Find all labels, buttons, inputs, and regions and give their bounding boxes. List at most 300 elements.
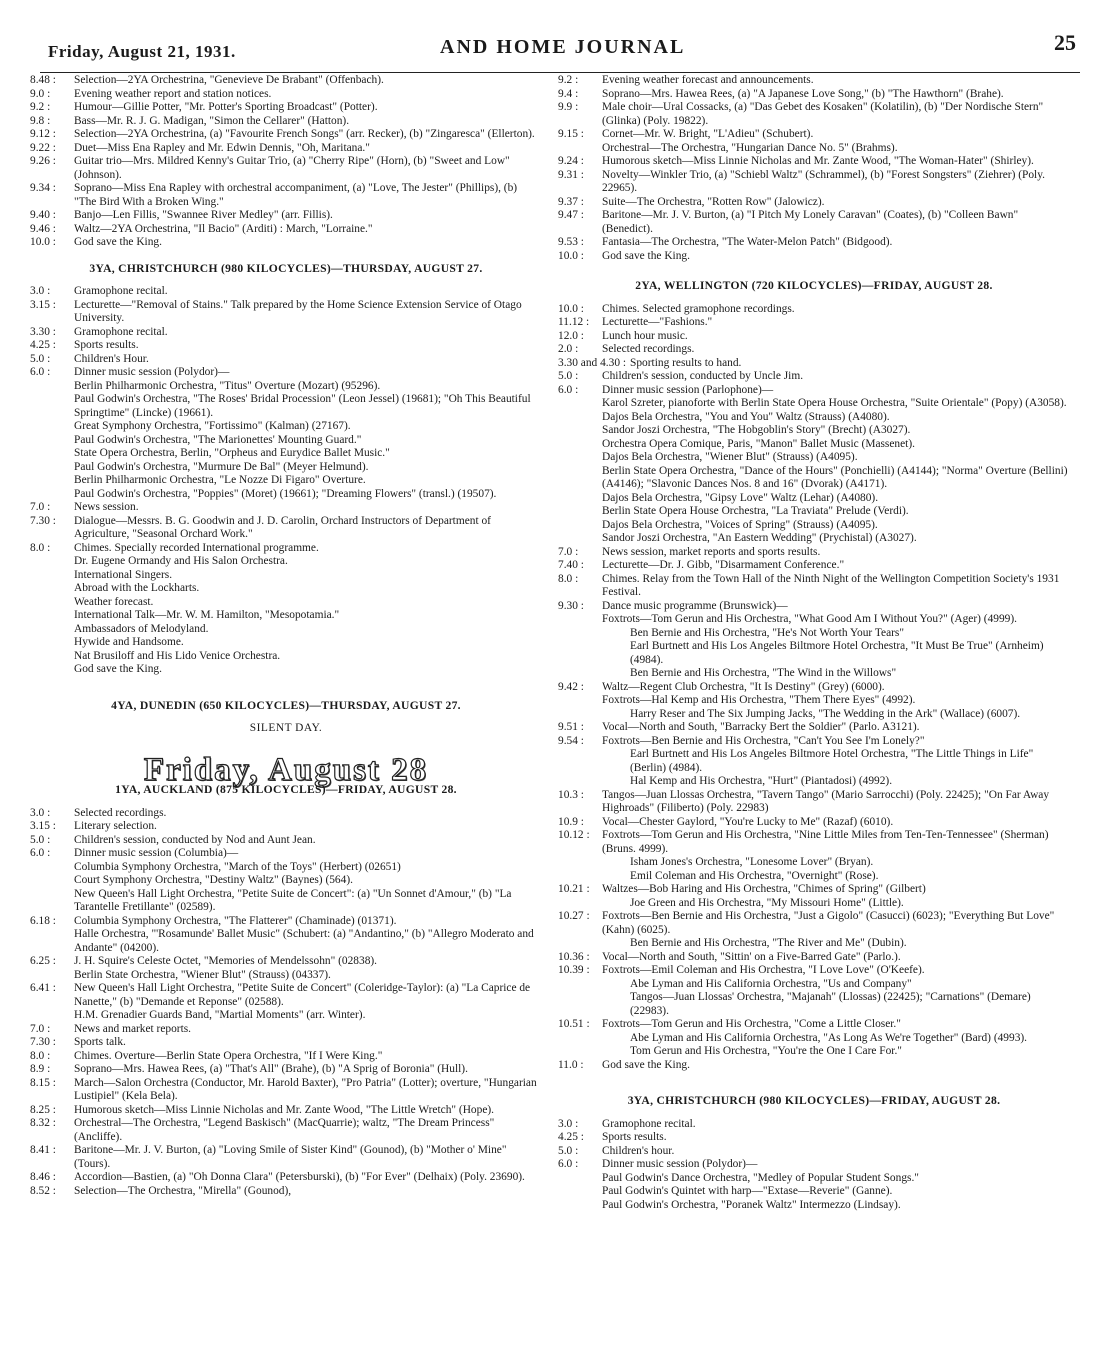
program-entry bbox=[30, 101, 542, 115]
entry-description: God save the King. bbox=[602, 1058, 690, 1071]
entry-time: 4.25 : bbox=[30, 339, 56, 351]
journal-title: AND HOME JOURNAL bbox=[440, 36, 686, 58]
program-entry bbox=[558, 236, 1070, 250]
entry-time: 6.0 : bbox=[558, 1158, 579, 1170]
entry-time: 9.2 : bbox=[558, 74, 579, 86]
program-sub-entry: Ambassadors of Melodyland. bbox=[74, 622, 209, 635]
entry-description: New Queen's Hall Light Orchestra, "Petite Suite de Concert" (Coleridge-Taylor): (a) "La Caprice de Nanette," (b) "Demande et Reponse" (02588). bbox=[74, 982, 531, 1008]
entry-description: Vocal—North and South, "Sittin' on a Five-Barred Gate" (Parlo.). bbox=[602, 950, 901, 963]
entry-description: Novelty—Winkler Trio, (a) "Schiebl Waltz" (Schrammel), (b) "Forest Songsters" (Ziehrer) (Poly. 22965). bbox=[602, 168, 1046, 194]
entry-description: Accordion—Bastien, (a) "Oh Donna Clara" (Petersburski), (b) "For Ever" (Delhaix) (Poly. 23690). bbox=[74, 1171, 525, 1183]
program-list bbox=[30, 501, 542, 555]
entry-time: 8.46 : bbox=[30, 1171, 56, 1183]
program-entry bbox=[558, 142, 1070, 156]
section-heading: 4YA, DUNEDIN (650 KILOCYCLES)—THURSDAY, AUGUST 27. bbox=[111, 698, 461, 712]
program-entry bbox=[558, 694, 1070, 708]
program-sub-entry: Paul Godwin's Orchestra, "The Roses' Bridal Procession" (Leon Jessel) (19681); "Oh This Beautiful Springtime" (Lincke) (19661). bbox=[74, 393, 531, 419]
program-entry bbox=[558, 883, 1070, 897]
program-entry bbox=[30, 155, 542, 182]
entry-description: Suite—The Orchestra, "Rotten Row" (Jalowicz). bbox=[602, 195, 825, 208]
entry-description: Baritone—Mr. J. V. Burton, (a) "I Pitch My Lonely Caravan" (Coates), (b) "Colleen Bawn" (Benedict). bbox=[602, 209, 1019, 235]
entry-description: Sporting results to hand. bbox=[630, 356, 742, 369]
entry-description: Dance music programme (Brunswick)— bbox=[602, 599, 788, 612]
program-entry bbox=[558, 1118, 1070, 1132]
program-list bbox=[30, 555, 542, 677]
program-sub-entry: New Queen's Hall Light Orchestra, "Petite Suite de Concert": (a) "Un Sonnet d'Amour," (b) "La Tarantelle Fretillante" (02589). bbox=[74, 887, 512, 913]
entry-time bbox=[558, 613, 602, 627]
entry-description: Selected recordings. bbox=[74, 806, 167, 819]
entry-time: 3.0 : bbox=[30, 285, 51, 297]
program-sub-entry: Weather forecast. bbox=[74, 595, 154, 608]
program-entry bbox=[30, 88, 542, 102]
program-entry bbox=[558, 829, 1070, 856]
program-sub-entry: Isham Jones's Orchestra, "Lonesome Lover" (Bryan). bbox=[630, 856, 874, 868]
entry-description: Guitar trio—Mrs. Mildred Kenny's Guitar Trio, (a) "Cherry Ripe" (Horn), (b) "Sweet and Low" (Johnson). bbox=[74, 155, 510, 181]
program-list bbox=[558, 74, 1070, 263]
entry-time: 10.0 : bbox=[30, 236, 56, 248]
program-entry bbox=[30, 209, 542, 223]
program-entry bbox=[30, 542, 542, 556]
section-heading: 2YA, WELLINGTON (720 KILOCYCLES)—FRIDAY, AUGUST 28. bbox=[635, 279, 993, 292]
entry-description: Foxtrots—Tom Gerun and His Orchestra, "Come a Little Closer." bbox=[602, 1018, 901, 1030]
entry-description: God save the King. bbox=[602, 249, 690, 262]
program-entry bbox=[558, 735, 1070, 749]
program-entry bbox=[30, 915, 542, 929]
entry-time: 7.30 : bbox=[30, 1036, 56, 1048]
entry-description: Children's session, conducted by Nod and Aunt Jean. bbox=[74, 833, 316, 846]
program-entry bbox=[558, 1158, 1070, 1172]
program-entry bbox=[558, 613, 1070, 627]
entry-time: 9.37 : bbox=[558, 195, 584, 208]
entry-description: March—Salon Orchestra (Conductor, Mr. Harold Baxter), "Pro Patria" (Lotter); overture, "Hungarian Lustipiel" (Kela Bela). bbox=[74, 1076, 537, 1102]
program-entry bbox=[30, 128, 542, 142]
program-list bbox=[558, 748, 1070, 789]
entry-description: Tangos—Juan Llossas Orchestra, "Tavern Tango" (Mario Sarrocchi) (Poly. 22425); "On Far Away Highroads" (Filiberto) (Poly. 22983) bbox=[602, 788, 1050, 814]
entry-time: 8.25 : bbox=[30, 1103, 56, 1116]
program-entry bbox=[558, 964, 1070, 978]
entry-time: 10.0 : bbox=[558, 302, 584, 315]
entry-description: Foxtrots—Ben Bernie and His Orchestra, "Can't You See I'm Lonely?" bbox=[602, 734, 925, 747]
entry-description: Lecturette—"Fashions." bbox=[602, 316, 713, 328]
program-sub-entry: Dajos Bela Orchestra, "You and You" Waltz (Strauss) (A4080). bbox=[602, 410, 890, 423]
section-heading: 1YA, AUCKLAND (875 KILOCYCLES)—FRIDAY, AUGUST 28. bbox=[115, 783, 457, 796]
entry-description: Sports results. bbox=[74, 339, 139, 351]
entry-time: 9.51 : bbox=[558, 721, 584, 733]
program-sub-entry: Emil Coleman and His Orchestra, "Overnight" (Rose). bbox=[630, 869, 879, 882]
entry-description: Dinner music session (Parlophone)— bbox=[602, 383, 774, 396]
program-entry bbox=[30, 515, 542, 542]
entry-time bbox=[30, 1009, 74, 1023]
entry-description: Gramophone recital. bbox=[602, 1117, 696, 1130]
entry-description: Halle Orchestra, "'Rosamunde' Ballet Music" (Schubert: (a) "Andantino," (b) "Allegro Moderato and Andante" (04200). bbox=[74, 928, 534, 954]
silent-day-note: SILENT DAY. bbox=[249, 722, 323, 734]
program-entry bbox=[558, 343, 1070, 357]
program-sub-entry: Joe Green and His Orchestra, "My Missouri Home" (Little). bbox=[630, 896, 904, 909]
program-entry bbox=[30, 1144, 542, 1171]
entry-description: Lecturette—Dr. J. Gibb, "Disarmament Conference." bbox=[602, 559, 845, 571]
entry-time: 8.0 : bbox=[558, 572, 579, 585]
entry-time: 3.30 : bbox=[30, 325, 56, 338]
entry-time bbox=[558, 142, 602, 156]
program-list bbox=[558, 978, 1070, 1019]
entry-time bbox=[30, 928, 74, 955]
entry-description: Waltz—2YA Orchestrina, "Il Bacio" (Arditi) : March, "Lorraine." bbox=[74, 222, 373, 235]
entry-time: 10.36 : bbox=[558, 950, 590, 963]
program-entry bbox=[30, 1009, 542, 1023]
program-entry bbox=[558, 789, 1070, 816]
right-column bbox=[558, 74, 1070, 1212]
entry-description: Chimes. Relay from the Town Hall of the Ninth Night of the Wellington Competition Society's 1931 Festival. bbox=[602, 572, 1060, 598]
entry-description: Baritone—Mr. J. V. Burton, (a) "Loving Smile of Sister Kind" (Gounod), (b) "Mother o' Mine" (Tours). bbox=[74, 1144, 507, 1170]
program-list bbox=[558, 1172, 1070, 1213]
entry-description: Lecturette—"Removal of Stains." Talk prepared by the Home Science Extension Service of Otago University. bbox=[74, 298, 522, 324]
program-entry bbox=[30, 501, 542, 515]
program-list bbox=[558, 1032, 1070, 1059]
entry-description: Selection—2YA Orchestrina, (a) "Favourite French Songs" (arr. Recker), (b) "Zingaresca" (Ellerton). bbox=[74, 128, 535, 140]
entry-description: Children's hour. bbox=[602, 1144, 675, 1157]
program-list bbox=[558, 708, 1070, 722]
entry-time: 9.24 : bbox=[558, 155, 584, 167]
program-entry bbox=[558, 357, 1070, 371]
entry-description: Dialogue—Messrs. B. G. Goodwin and J. D. Carolin, Orchard Instructors of Department of Agriculture, "Seasonal Orchard Work." bbox=[74, 514, 491, 540]
program-entry bbox=[30, 1063, 542, 1077]
program-entry bbox=[30, 1050, 542, 1064]
entry-time: 2.0 : bbox=[558, 343, 579, 355]
entry-description: Berlin State Orchestra, "Wiener Blut" (Strauss) (04337). bbox=[74, 968, 331, 981]
program-entry bbox=[30, 1023, 542, 1037]
entry-description: Orchestral—The Orchestra, "Hungarian Dance No. 5" (Brahms). bbox=[602, 141, 898, 154]
entry-description: Children's session, conducted by Uncle Jim. bbox=[602, 370, 804, 382]
entry-time: 9.30 : bbox=[558, 599, 584, 612]
program-sub-entry: Karol Szreter, pianoforte with Berlin State Opera House Orchestra, "Suite Orientale" (Popy) (A3058). bbox=[602, 397, 1067, 409]
entry-time: 6.41 : bbox=[30, 982, 56, 994]
entry-description: Dinner music session (Polydor)— bbox=[602, 1158, 758, 1170]
entry-time: 9.15 : bbox=[558, 128, 584, 140]
entry-description: Orchestral—The Orchestra, "Legend Baskisch" (MacQuarrie); waltz, "The Dream Princess" (Ancliffe). bbox=[74, 1117, 495, 1143]
entry-time: 5.0 : bbox=[30, 352, 51, 365]
entry-description: Bass—Mr. R. J. G. Madigan, "Simon the Cellarer" (Hatton). bbox=[74, 114, 350, 127]
program-entry bbox=[30, 74, 542, 88]
section-heading: 3YA, CHRISTCHURCH (980 KILOCYCLES)—FRIDAY, AUGUST 28. bbox=[627, 1094, 1001, 1107]
program-entry bbox=[558, 250, 1070, 264]
program-sub-entry: Tom Gerun and His Orchestra, "You're the One I Care For." bbox=[630, 1045, 902, 1057]
program-list bbox=[30, 380, 542, 502]
entry-description: Chimes. Overture—Berlin State Opera Orchestra, "If I Were King." bbox=[74, 1049, 383, 1062]
program-entry bbox=[558, 1018, 1070, 1032]
program-list bbox=[30, 285, 542, 380]
entry-description: Columbia Symphony Orchestra, "The Flatterer" (Chaminade) (01371). bbox=[74, 914, 397, 927]
entry-description: Sports talk. bbox=[74, 1036, 126, 1048]
program-list bbox=[558, 721, 1070, 748]
program-list bbox=[558, 897, 1070, 911]
program-sub-entry: International Talk—Mr. W. M. Hamilton, "Mesopotamia." bbox=[74, 609, 340, 621]
program-sub-entry: Abroad with the Lockharts. bbox=[74, 582, 200, 594]
entry-time: 9.8 : bbox=[30, 114, 51, 127]
program-list bbox=[558, 910, 1070, 937]
program-entry bbox=[558, 1145, 1070, 1159]
program-entry bbox=[30, 366, 542, 380]
program-list bbox=[30, 74, 542, 250]
program-sub-entry: State Opera Orchestra, Berlin, "Orpheus and Eurydice Ballet Music." bbox=[74, 447, 390, 459]
entry-description: Banjo—Len Fillis, "Swannee River Medley" (arr. Fillis). bbox=[74, 209, 333, 221]
entry-time: 8.32 : bbox=[30, 1117, 56, 1129]
entry-time: 8.41 : bbox=[30, 1144, 56, 1156]
entry-description: Sports results. bbox=[602, 1131, 667, 1143]
program-entry bbox=[30, 969, 542, 983]
entry-time: 9.46 : bbox=[30, 222, 56, 235]
program-sub-entry: Berlin State Opera Orchestra, "Dance of the Hours" (Ponchielli) (A4144); "Norma" Overture (Bellini) (A4146); "Slavonic Dances Nos. 8 and 16" (Dvorak) (A4171). bbox=[602, 464, 1068, 490]
entry-time: 6.0 : bbox=[30, 847, 51, 859]
program-entry bbox=[558, 330, 1070, 344]
entry-time: 6.25 : bbox=[30, 955, 56, 967]
program-sub-entry: Dr. Eugene Ormandy and His Salon Orchestra. bbox=[74, 555, 288, 567]
program-sub-entry: Great Symphony Orchestra, "Fortissimo" (Kalman) (27167). bbox=[74, 420, 351, 432]
program-entry bbox=[558, 559, 1070, 573]
program-sub-entry: Berlin State Opera House Orchestra, "La Traviata" Prelude (Verdi). bbox=[602, 505, 909, 517]
program-entry bbox=[558, 209, 1070, 236]
entry-time: 10.27 : bbox=[558, 910, 590, 922]
program-entry bbox=[30, 1077, 542, 1104]
program-list bbox=[558, 397, 1070, 546]
program-entry bbox=[558, 128, 1070, 142]
program-sub-entry: Abe Lyman and His California Orchestra, "Us and Company" bbox=[630, 977, 912, 990]
entry-time: 9.31 : bbox=[558, 168, 584, 181]
program-list bbox=[558, 1118, 1070, 1172]
entry-description: Soprano—Mrs. Hawea Rees, (a) "That's All" (Brahe), (b) "A Sprig of Boronia" (Hull). bbox=[74, 1063, 468, 1075]
program-list bbox=[558, 789, 1070, 857]
entry-description: Evening weather forecast and announcements. bbox=[602, 74, 814, 86]
program-entry bbox=[558, 816, 1070, 830]
program-sub-entry: Ben Bernie and His Orchestra, "The Wind in the Willows" bbox=[630, 667, 897, 679]
program-list bbox=[558, 1059, 1070, 1073]
page-header bbox=[40, 30, 1080, 73]
program-entry bbox=[30, 326, 542, 340]
program-entry bbox=[558, 910, 1070, 937]
entry-time: 10.0 : bbox=[558, 249, 584, 262]
program-entry bbox=[558, 316, 1070, 330]
entry-description: Duet—Miss Ena Rapley and Mr. Edwin Dennis, "Oh, Maritana." bbox=[74, 141, 370, 154]
entry-time: 5.0 : bbox=[558, 370, 579, 382]
program-entry bbox=[558, 155, 1070, 169]
program-sub-entry: God save the King. bbox=[74, 663, 162, 675]
program-sub-entry: Paul Godwin's Quintet with harp—"Extase—Reverie" (Ganne). bbox=[602, 1185, 893, 1197]
entry-time: 7.0 : bbox=[30, 1022, 51, 1035]
entry-time: 9.12 : bbox=[30, 128, 56, 140]
entry-time: 10.3 : bbox=[558, 788, 584, 801]
entry-time: 10.21 : bbox=[558, 883, 590, 895]
entry-time: 9.9 : bbox=[558, 101, 579, 113]
program-sub-entry: Paul Godwin's Orchestra, "Poranek Waltz" Intermezzo (Lindsay). bbox=[602, 1198, 901, 1211]
entry-description: News session. bbox=[74, 501, 139, 513]
program-entry bbox=[30, 142, 542, 156]
entry-time: 9.40 : bbox=[30, 209, 56, 221]
entry-time: 11.12 : bbox=[558, 316, 590, 328]
program-sub-entry: Dajos Bela Orchestra, "Gipsy Love" Waltz (Lehar) (A4080). bbox=[602, 491, 879, 504]
entry-description: Foxtrots—Tom Gerun and His Orchestra, "What Good Am I Without You?" (Ager) (4999). bbox=[602, 613, 1017, 625]
program-sub-entry: International Singers. bbox=[74, 568, 173, 581]
program-sub-entry: Sandor Joszi Orchestra, "An Eastern Wedding" (Prychistal) (A3027). bbox=[602, 532, 917, 544]
entry-time: 6.18 : bbox=[30, 914, 56, 927]
program-list bbox=[558, 303, 1070, 398]
entry-time: 9.22 : bbox=[30, 141, 56, 154]
entry-time: 3.30 and 4.30 : bbox=[558, 356, 627, 369]
entry-time bbox=[30, 969, 74, 983]
entry-time: 8.48 : bbox=[30, 74, 56, 86]
entry-time: 3.15 : bbox=[30, 820, 56, 832]
entry-time: 7.40 : bbox=[558, 559, 584, 571]
program-list bbox=[30, 915, 542, 1199]
left-column bbox=[30, 74, 542, 1198]
program-entry bbox=[30, 807, 542, 821]
entry-time: 8.52 : bbox=[30, 1184, 56, 1197]
program-entry bbox=[30, 982, 542, 1009]
entry-time: 7.0 : bbox=[558, 545, 579, 558]
entry-description: Cornet—Mr. W. Bright, "L'Adieu" (Schubert). bbox=[602, 128, 814, 140]
program-entry bbox=[30, 236, 542, 250]
program-entry bbox=[558, 370, 1070, 384]
program-list bbox=[30, 861, 542, 915]
entry-description: God save the King. bbox=[74, 236, 162, 248]
entry-time: 12.0 : bbox=[558, 329, 584, 342]
entry-time: 9.54 : bbox=[558, 734, 584, 747]
entry-description: J. H. Squire's Celeste Octet, "Memories of Mendelssohn" (02838). bbox=[74, 955, 378, 967]
entry-time: 9.0 : bbox=[30, 87, 51, 100]
program-sub-entry: Nat Brusiloff and His Lido Venice Orchestra. bbox=[74, 649, 281, 662]
program-sub-entry: Hal Kemp and His Orchestra, "Hurt" (Piantadosi) (4992). bbox=[630, 775, 893, 787]
entry-description: Foxtrots—Hal Kemp and His Orchestra, "Them There Eyes" (4992). bbox=[602, 694, 916, 706]
section-heading: 3YA, CHRISTCHURCH (980 KILOCYCLES)—THURSDAY, AUGUST 27. bbox=[89, 261, 483, 275]
program-sub-entry: Dajos Bela Orchestra, "Wiener Blut" (Strauss) (A4095). bbox=[602, 451, 858, 463]
issue-date: Friday, August 21, 1931. bbox=[48, 42, 236, 61]
program-list bbox=[558, 856, 1070, 883]
program-sub-entry: Ben Bernie and His Orchestra, "The River and Me" (Dubin). bbox=[630, 937, 907, 949]
entry-description: News and market reports. bbox=[74, 1022, 192, 1035]
entry-time: 10.39 : bbox=[558, 964, 590, 976]
entry-description: Gramophone recital. bbox=[74, 325, 168, 338]
program-sub-entry: Abe Lyman and His California Orchestra, "As Long As We're Together" (Bard) (4993). bbox=[630, 1031, 1028, 1044]
program-entry bbox=[558, 169, 1070, 196]
page-number: 25 bbox=[1054, 30, 1076, 55]
entry-description: Humorous sketch—Miss Linnie Nicholas and Mr. Zante Wood, "The Woman-Hater" (Shirley). bbox=[602, 155, 1034, 167]
entry-description: H.M. Grenadier Guards Band, "Martial Moments" (arr. Winter). bbox=[74, 1009, 366, 1021]
entry-time: 11.0 : bbox=[558, 1058, 584, 1071]
program-entry bbox=[30, 1171, 542, 1185]
entry-description: Selection—The Orchestra, "Mirella" (Gounod), bbox=[74, 1184, 292, 1197]
program-entry bbox=[30, 820, 542, 834]
entry-time: 9.47 : bbox=[558, 209, 584, 221]
entry-description: Foxtrots—Emil Coleman and His Orchestra, "I Love Love" (O'Keefe). bbox=[602, 964, 925, 976]
program-sub-entry: Harry Reser and The Six Jumping Jacks, "The Wedding in the Ark" (Wallace) (6007). bbox=[630, 707, 1021, 720]
entry-time: 5.0 : bbox=[30, 833, 51, 846]
program-entry bbox=[558, 384, 1070, 398]
entry-time: 6.0 : bbox=[30, 366, 51, 378]
program-entry bbox=[558, 1059, 1070, 1073]
entry-description: Vocal—North and South, "Barracky Bert the Soldier" (Parlo. A3121). bbox=[602, 721, 920, 733]
program-list bbox=[558, 937, 1070, 951]
program-sub-entry: Ben Bernie and His Orchestra, "He's Not Worth Your Tears" bbox=[630, 626, 905, 639]
entry-description: Foxtrots—Ben Bernie and His Orchestra, "Just a Gigolo" (Casucci) (6023); "Everything But Love" (Kahn) (6025). bbox=[602, 910, 1055, 936]
entry-time: 9.26 : bbox=[30, 155, 56, 167]
entry-time: 8.15 : bbox=[30, 1076, 56, 1089]
entry-time: 6.0 : bbox=[558, 383, 579, 396]
entry-time: 9.42 : bbox=[558, 680, 584, 693]
program-entry bbox=[558, 951, 1070, 965]
entry-description: Fantasia—The Orchestra, "The Water-Melon Patch" (Bidgood). bbox=[602, 236, 893, 248]
program-sub-entry: Hywide and Handsome. bbox=[74, 636, 184, 648]
entry-time: 9.2 : bbox=[30, 101, 51, 113]
entry-description: Lunch hour music. bbox=[602, 329, 688, 342]
program-entry bbox=[558, 74, 1070, 88]
program-entry bbox=[30, 299, 542, 326]
program-sub-entry: Earl Burtnett and His Los Angeles Biltmore Hotel Orchestra, "The Little Things in Life" (Berlin) (4984). bbox=[630, 748, 1034, 774]
program-entry bbox=[558, 600, 1070, 614]
entry-time: 9.53 : bbox=[558, 236, 584, 248]
program-entry bbox=[30, 955, 542, 969]
program-entry bbox=[30, 928, 542, 955]
entry-description: Foxtrots—Tom Gerun and His Orchestra, "Nine Little Miles from Ten-Ten-Tennessee" (Sherman) (Bruns. 4999). bbox=[602, 829, 1049, 855]
entry-description: Waltzes—Bob Haring and His Orchestra, "Chimes of Spring" (Gilbert) bbox=[602, 883, 926, 895]
entry-time: 8.0 : bbox=[30, 1049, 51, 1062]
entry-description: Vocal—Chester Gaylord, "You're Lucky to Me" (Razaf) (6010). bbox=[602, 815, 894, 828]
entry-description: Selection—2YA Orchestrina, "Genevieve De Brabant" (Offenbach). bbox=[74, 74, 384, 86]
program-list bbox=[558, 681, 1070, 708]
entry-time bbox=[558, 694, 602, 708]
entry-time: 10.12 : bbox=[558, 829, 590, 841]
program-sub-entry: Paul Godwin's Orchestra, "Poppies" (Moret) (19661); "Dreaming Flowers" (transl.) (19507). bbox=[74, 487, 497, 500]
program-list bbox=[558, 1018, 1070, 1032]
entry-description: Humorous sketch—Miss Linnie Nicholas and Mr. Zante Wood, "The Little Wretch" (Hope). bbox=[74, 1103, 495, 1116]
program-sub-entry: Paul Godwin's Orchestra, "Murmure De Bal" (Meyer Helmund). bbox=[74, 460, 369, 473]
entry-time: 8.0 : bbox=[30, 541, 51, 554]
program-sub-entry: Paul Godwin's Orchestra, "The Marionettes' Mounting Guard." bbox=[74, 433, 362, 446]
program-sub-entry: Tangos—Juan Llossas' Orchestra, "Majanah" (Llossas) (22425); "Carnations" (Demare) (22983). bbox=[630, 991, 1031, 1017]
entry-time: 9.4 : bbox=[558, 87, 579, 100]
program-sub-entry: Paul Godwin's Dance Orchestra, "Medley of Popular Student Songs." bbox=[602, 1171, 919, 1184]
program-sub-entry: Dajos Bela Orchestra, "Voices of Spring" (Strauss) (A4095). bbox=[602, 518, 878, 531]
program-entry bbox=[558, 88, 1070, 102]
entry-description: Dinner music session (Columbia)— bbox=[74, 847, 239, 859]
program-list bbox=[558, 951, 1070, 978]
entry-time: 3.0 : bbox=[558, 1117, 579, 1130]
program-entry bbox=[30, 353, 542, 367]
program-sub-entry: Berlin Philharmonic Orchestra, "Le Nozze Di Figaro" Overture. bbox=[74, 474, 366, 486]
program-list bbox=[30, 807, 542, 861]
program-sub-entry: Earl Burtnett and His Los Angeles Biltmore Hotel Orchestra, "It Must Be True" (Arnheim) (4984). bbox=[630, 640, 1044, 666]
entry-time: 9.34 : bbox=[30, 182, 56, 194]
entry-time: 7.0 : bbox=[30, 501, 51, 513]
program-entry bbox=[558, 681, 1070, 695]
entry-description: Evening weather report and station notices. bbox=[74, 87, 272, 100]
program-entry bbox=[558, 1131, 1070, 1145]
program-sub-entry: Court Symphony Orchestra, "Destiny Waltz" (Baynes) (564). bbox=[74, 874, 353, 886]
program-entry bbox=[558, 721, 1070, 735]
entry-time: 3.15 : bbox=[30, 298, 56, 311]
program-entry bbox=[30, 182, 542, 209]
program-sub-entry: Sandor Joszi Orchestra, "The Hobgoblin's Story" (Brecht) (A3027). bbox=[602, 424, 911, 436]
entry-time: 3.0 : bbox=[30, 806, 51, 819]
program-sub-entry: Berlin Philharmonic Orchestra, "Titus" Overture (Mozart) (95296). bbox=[74, 379, 381, 392]
program-sub-entry: Orchestra Opera Comique, Paris, "Manon" Ballet Music (Massenet). bbox=[602, 437, 915, 450]
program-entry bbox=[30, 115, 542, 129]
entry-time: 8.9 : bbox=[30, 1063, 51, 1075]
entry-description: Soprano—Miss Ena Rapley with orchestral accompaniment, (a) "Love, The Jester" (Phillips), (b) "The Bird With a Broken Wing." bbox=[74, 182, 518, 208]
entry-description: Chimes. Selected gramophone recordings. bbox=[602, 302, 795, 315]
entry-time: 10.51 : bbox=[558, 1018, 590, 1030]
program-entry bbox=[30, 285, 542, 299]
entry-description: Gramophone recital. bbox=[74, 285, 168, 297]
program-sub-entry: Columbia Symphony Orchestra, "March of the Toys" (Herbert) (02651) bbox=[74, 860, 401, 873]
program-entry bbox=[558, 546, 1070, 560]
